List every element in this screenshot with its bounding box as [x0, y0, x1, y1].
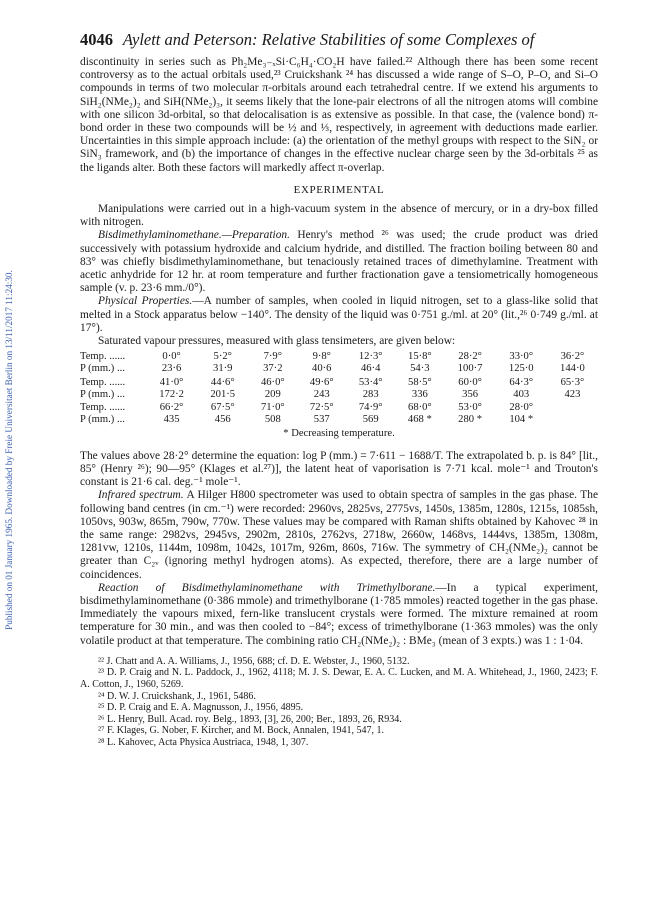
pressure-label: P (mm.) ...	[80, 363, 125, 375]
pressure-cell: 37·2	[263, 363, 283, 375]
reference-item: ²⁴ D. W. J. Cruickshank, J., 1961, 5486.	[98, 690, 256, 702]
physical-properties-text: —A number of samples, when cooled in liquid nitrogen, set to a glass-like solid that melted in a Stock apparatus below −140°. The density of the liquid was 0·751 g./ml. at 20° (lit.,²⁶ 0·749 g./ml. at 17°).	[80, 295, 598, 334]
pressure-cell: 31·9	[213, 363, 233, 375]
pressure-cell: 209	[264, 388, 281, 400]
reaction-heading: Reaction of Bisdimethylaminomethane with Trimethylborane.	[98, 581, 436, 594]
vapour-pressure-paragraph: Saturated vapour pressures, measured with glass tensimeters, are given below:	[98, 335, 456, 348]
reference-item: ²⁶ L. Henry, Bull. Acad. roy. Belg., 1893, [3], 26, 200; Ber., 1893, 26, R934.	[98, 713, 402, 725]
physical-properties-heading: Physical Properties.	[98, 295, 193, 308]
temp-cell: 71·0°	[260, 402, 285, 414]
pressure-cell: 537	[313, 414, 330, 426]
temp-cell: 5·2°	[213, 351, 232, 363]
reference-item: ²⁷ F. Klages, G. Nober, F. Kircher, and M. Bock, Annalen, 1941, 547, 1.	[98, 725, 384, 737]
physical-properties-paragraph	[80, 295, 598, 335]
pressure-cell: 283	[362, 388, 379, 400]
temp-cell: 28·0°	[509, 402, 534, 414]
temp-cell: 53·0°	[458, 402, 482, 414]
section-heading: EXPERIMENTAL	[293, 183, 385, 196]
temp-cell	[547, 401, 598, 414]
temp-cell: 64·3°	[509, 376, 534, 388]
infrared-paragraph	[80, 489, 598, 581]
temp-cell: 33·0°	[509, 351, 534, 363]
temp-label: Temp. ......	[80, 376, 126, 388]
pressure-cell: 569	[362, 414, 379, 426]
infrared-heading: Infrared spectrum.	[98, 489, 184, 502]
temp-cell: 53·4°	[358, 376, 383, 388]
reference-item: ²⁸ L. Kahovec, Acta Physica Austriaca, 1948, 1, 307.	[98, 736, 309, 748]
vapour-pressure-table	[80, 351, 598, 426]
pressure-cell: 280 *	[458, 414, 483, 426]
pressure-cell: 144·0	[560, 363, 585, 375]
temp-cell: 67·5°	[210, 402, 235, 414]
manipulations-paragraph: Manipulations were carried out in a high-vacuum system in the absence of mercury, or in a dry-box filled with nitrogen.	[80, 203, 598, 229]
temp-cell: 74·9°	[358, 402, 383, 414]
pressure-cell: 403	[513, 388, 530, 400]
pressure-label: P (mm.) ...	[80, 414, 125, 426]
pressure-cell: 172·2	[159, 388, 184, 400]
temp-cell: 44·6°	[210, 376, 235, 388]
temp-label: Temp. ......	[80, 351, 126, 363]
pressure-cell: 23·6	[161, 363, 182, 375]
pressure-cell: 435	[163, 414, 180, 426]
page-header	[80, 30, 600, 50]
pressure-cell: 336	[411, 388, 428, 400]
pressure-cell: 201·5	[210, 388, 236, 400]
pressure-cell: 456	[214, 414, 231, 426]
sidebar-note-text: Published on 01 January 1965. Downloaded by Freie Universitaet Berlin on 13/11/2017 11:24:30.	[4, 270, 14, 630]
temp-row	[80, 351, 598, 363]
reference-item: ²⁵ D. P. Craig and E. A. Magnusson, J., 1956, 4895.	[98, 702, 304, 714]
pressure-label: P (mm.) ...	[80, 388, 125, 400]
temp-cell: 41·0°	[159, 376, 184, 388]
pressure-cell: 46·4	[360, 363, 381, 375]
reference-item: ²³ D. P. Craig and N. L. Paddock, J., 1962, 4118; M. J. S. Dewar, E. A. C. Lucken, and M. A. Whitehead, J., 1960, 2423; F. A. Cotton, J., 1960, 5269.	[80, 667, 598, 690]
pressure-row	[80, 414, 598, 426]
article-body	[80, 56, 598, 748]
reaction-text: —In a typical experiment, bisdimethylaminomethane (0·386 mmole) and trimethylborane (1·785 mmoles) reacted together in the gas phase. Immediately the vapours mixed, fern-like translucent crystals were formed. The mixture remained at room temperature for 30 min., and was then cooled to −84°; excess of trimethylborane (1·363 mmoles) was the only volatile product at that temperature. The combining ratio CH₂(NMe₂)₂ : BMe₃ (mean of 3 expts.) was 1 : 1·04.	[80, 581, 598, 647]
temp-cell: 66·2°	[159, 402, 184, 414]
pressure-cell: 100·7	[457, 363, 483, 375]
temp-cell: 72·5°	[309, 402, 334, 414]
temp-cell: 15·8°	[408, 351, 432, 363]
temp-row	[80, 401, 598, 414]
pressure-cell: 54·3	[410, 363, 430, 375]
temp-cell: 36·2°	[560, 351, 585, 363]
temp-row	[80, 376, 598, 389]
pressure-cell	[547, 414, 598, 426]
temp-cell: 68·0°	[408, 402, 432, 414]
pressure-cell: 125·0	[508, 363, 534, 375]
temp-cell: 7·9°	[263, 351, 282, 363]
pressure-row	[80, 363, 598, 375]
preparation-paragraph	[80, 229, 598, 295]
temp-cell: 49·6°	[309, 376, 334, 388]
reaction-paragraph	[80, 582, 598, 648]
temp-cell: 46·0°	[260, 376, 285, 388]
temp-cell: 65·3°	[560, 376, 585, 388]
temp-cell: 9·8°	[312, 351, 331, 363]
temp-cell: 58·5°	[408, 376, 432, 388]
temp-cell: 60·0°	[458, 376, 482, 388]
pressure-cell: 356	[462, 388, 479, 400]
equation-paragraph: The values above 28·2° determine the equation: log P (mm.) = 7·611 − 1688/T. The extrapolated b. p. is 84° [lit., 85° (Henry ²⁶); 90—95° (Klages et al.²⁷)], the latent heat of vaporisation is 7·71 kcal. mole⁻¹ and Trouton's constant is 21·6 cal. deg.⁻¹ mole⁻¹.	[80, 449, 598, 489]
reference-item: ²² J. Chatt and A. A. Williams, J., 1956, 688; cf. D. E. Webster, J., 1960, 5132.	[98, 655, 410, 667]
temp-cell: 12·3°	[358, 351, 383, 363]
temp-cell: 28·2°	[458, 351, 482, 363]
pressure-cell: 468 *	[407, 414, 432, 426]
references-list	[80, 656, 598, 749]
table-footnote: * Decreasing temperature.	[283, 428, 395, 440]
pressure-cell: 508	[264, 414, 281, 426]
preparation-heading: Bisdimethylaminomethane.—Preparation.	[98, 229, 290, 242]
running-title: Aylett and Peterson: Relative Stabilities of some Complexes of	[122, 30, 535, 49]
preparation-text: Henry's method ²⁶ was used; the crude product was dried successively with potassium hydroxide and calcium hydride, and distilled. The fraction boiling between 80 and 83° was chiefly bisdimethylaminomethane, but tenaciously retained traces of dimethylamine. Treatment with acetic anhydride for 12 hr. at room temperature and further fractionation gave a tensiometrically homogeneous sample (v. p. 23·6 mm./0°).	[80, 229, 598, 295]
intro-paragraph: discontinuity in series such as Ph₂Me₃₋ₓSi·C₆H₄·CO₂H have failed.²² Although there has been some recent controversy as to the actual orbitals used,²³ Cruickshank ²⁴ has discussed a wide range of S–O, P–O, and Si–O compounds in terms of two molecular π-orbitals around each tetrahedral centre. If we extend his arguments to SiH₂(NMe₂)₂ and SiH(NMe₂)₃, it seems likely that the lone-pair electrons of all the nitrogen atoms will combine with one silicon 3d-orbital, so that delocalisation is as extensive as possible. In that case, the (valence bond) π-bond order in these two compounds will be ½ and ⅓, respectively, in agreement with deductions made earlier. Uncertainties in this simple approach include: (a) the orientation of the methyl groups with respect to the SiN₂ or SiN₃ framework, and (b) the importance of changes in the effective nuclear charge seen by the 3d-orbitals ²⁵ as the ligands alter. Both these factors will markedly affect π-overlap.	[80, 56, 598, 174]
temp-label: Temp. ......	[80, 402, 126, 414]
publication-sidebar-note	[2, 130, 16, 770]
infrared-text: A Hilger H800 spectrometer was used to obtain spectra of samples in the gas phase. The following band centres (in cm.⁻¹) were recorded: 2960vs, 2825vs, 2775vs, 1450s, 1385m, 1280s, 1215s, 1085sh, 1050vs, 903w, 865m, 790w, 770w. These values may be compared with Raman shifts obtained by Kahovec ²⁸ in the same range: 2982vs, 2945vs, 2902m, 2810s, 2762vs, 2718w, 2660w, 1468vs, 1444vs, 1385m, 1308m, 1281vw, 1210s, 1144m, 1098m, 1042s, 1017m, 926m, 860s, 716w. The symmetry of CH₂(NMe₂)₂ cannot be greater than C₂ᵥ (ignoring methyl hydrogen atoms). As expected, therefore, there are a large number of coincidences.	[80, 489, 598, 581]
pressure-cell: 104 *	[509, 414, 534, 426]
pressure-cell: 423	[564, 388, 581, 400]
temp-cell: 0·0°	[162, 351, 181, 363]
pressure-row	[80, 389, 598, 401]
pressure-cell: 40·6	[312, 363, 332, 375]
pressure-cell: 243	[313, 388, 330, 400]
page-number: 4046	[80, 30, 113, 49]
